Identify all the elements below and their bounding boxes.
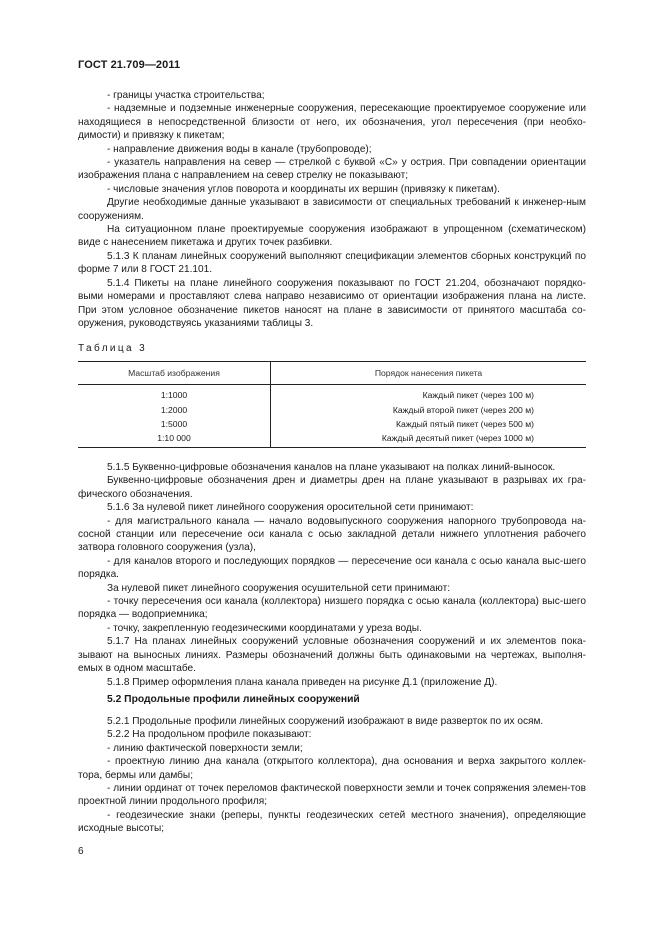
paragraph: - надземные и подземные инженерные сооружения, пересекающие проектируемое сооружение или находящиеся в непосредственной близости от него, их обозначения, угол пересечения (при необхо-димости) и привязку к пикетам; (78, 103, 586, 142)
paragraph: 5.1.5 Буквенно-цифровые обозначения каналов на плане указывают на полках линий-выносок. (107, 462, 556, 473)
paragraph: 5.1.7 На планах линейных сооружений условные обозначения сооружений и их элементов пока-зывают на выносных линиях. Размеры обозначений должны быть одинаковыми на чертежах, выполня-емых в одном масштабе. (78, 636, 586, 675)
paragraph: - линии ординат от точек переломов фактической поверхности земли и точек сопряжения элемен-тов проектной линии продольного профиля; (78, 783, 586, 808)
table-3 (78, 361, 586, 448)
table-cell-scale: 1:5000 (78, 417, 271, 431)
paragraph: 5.1.3 К планам линейных сооружений выполняют спецификации элементов сборных конструкций по форме 7 или 8 ГОСТ 21.101. (78, 250, 586, 276)
paragraph: - точку пересечения оси канала (коллектора) низшего порядка с осью канала (коллектора) выс-шего порядка — водоприемника; (78, 596, 586, 621)
paragraph: - точку, закрепленную геодезическими координатами у уреза воды. (107, 622, 422, 634)
paragraph: - направление движения воды в канале (трубопроводе); (107, 143, 372, 155)
table-cell-scale: 1:10 000 (78, 431, 271, 447)
table-cell-order: Каждый второй пикет (через 200 м) (392, 404, 534, 415)
table-row (78, 431, 586, 447)
paragraph: - границы участка строительства; (107, 90, 265, 101)
paragraph: - проектную линию дна канала (открытого коллектора), дна основания и верха закрытого коллек-тора, бермы или дамбы; (78, 756, 586, 781)
paragraph: - линию фактической поверхности земли; (107, 742, 303, 754)
paragraph: Другие необходимые данные указывают в зависимости от специальных требований к инженер-ным сооружениям. (78, 197, 586, 222)
table-header-row (78, 362, 586, 385)
document-header: ГОСТ 21.709—2011 (78, 59, 181, 71)
column-header-order: Порядок нанесения пикета (271, 362, 587, 385)
paragraph: - для каналов второго и последующих порядков — пересечение оси канала с осью канала выс-шего порядка. (78, 555, 586, 581)
paragraph: 5.2.1 Продольные профили линейных сооружений изображают в виде разверток по их осям. (107, 716, 544, 727)
table-row (78, 417, 586, 431)
paragraph: 5.2.2 На продольном профиле показывают: (107, 729, 312, 741)
page-number: 6 (78, 846, 84, 857)
paragraph: Буквенно-цифровые обозначения дрен и диаметры дрен на плане указывают в разрывах их гра-фического обозначения. (78, 475, 586, 500)
table-cell-order: Каждый десятый пикет (через 1000 м) (271, 431, 587, 447)
table-cell-order: Каждый пятый пикет (через 500 м) (396, 418, 534, 429)
paragraph: - геодезические знаки (реперы, пункты геодезических сетей местного значения), определяющие исходные высоты; (78, 809, 586, 835)
table-cell-order: Каждый пикет (через 100 м) (422, 390, 534, 401)
table-caption: Таблица 3 (78, 343, 148, 354)
paragraph: 5.1.4 Пикеты на плане линейного сооружения показывают по ГОСТ 21.204, обозначают порядко-выми номерами и проставляют слева направо независимо от ориентации изображения плана на листе. При этом условное обозначение пикетов наносят на плане в зависимости от принятого масштаба со-оружения, руководствуясь указаниями таблицы 3. (78, 277, 586, 329)
table-row (78, 385, 586, 403)
paragraph: - числовые значения углов поворота и координаты их вершин (привязку к пикетам). (107, 183, 500, 195)
paragraph: 5.1.6 За нулевой пикет линейного сооружения оросительной сети принимают: (107, 502, 474, 514)
paragraph: - указатель направления на север — стрелкой с буквой «С» у острия. При совпадении ориентации изображения плана с направлением на север стрелку не показывают; (78, 157, 586, 182)
paragraph: На ситуационном плане проектируемые сооружения изображают в упрощенном (схематическом) виде с нанесением пикетажа и других точек разбивки. (78, 224, 586, 249)
table-cell-scale: 1:1000 (78, 385, 271, 403)
section-title: 5.2 Продольные профили линейных сооружений (107, 694, 360, 705)
body-text-block-3 (78, 715, 586, 836)
table-cell-scale: 1:2000 (78, 402, 271, 416)
paragraph: 5.1.8 Пример оформления плана канала приведен на рисунке Д.1 (приложение Д). (107, 676, 498, 688)
table-row (78, 402, 586, 416)
body-text-block-2 (78, 461, 586, 689)
paragraph: - для магистрального канала — начало водовыпускного сооружения напорного трубопровода на-сосной станции или пересечение оси канала с осью закладной детали нижнего уплотнения рабочего затвора головного сооружения (узла), (78, 515, 586, 554)
column-header-scale: Масштаб изображения (78, 362, 271, 385)
paragraph: За нулевой пикет линейного сооружения осушительной сети принимают: (107, 582, 451, 594)
body-text-block-1 (78, 89, 586, 330)
